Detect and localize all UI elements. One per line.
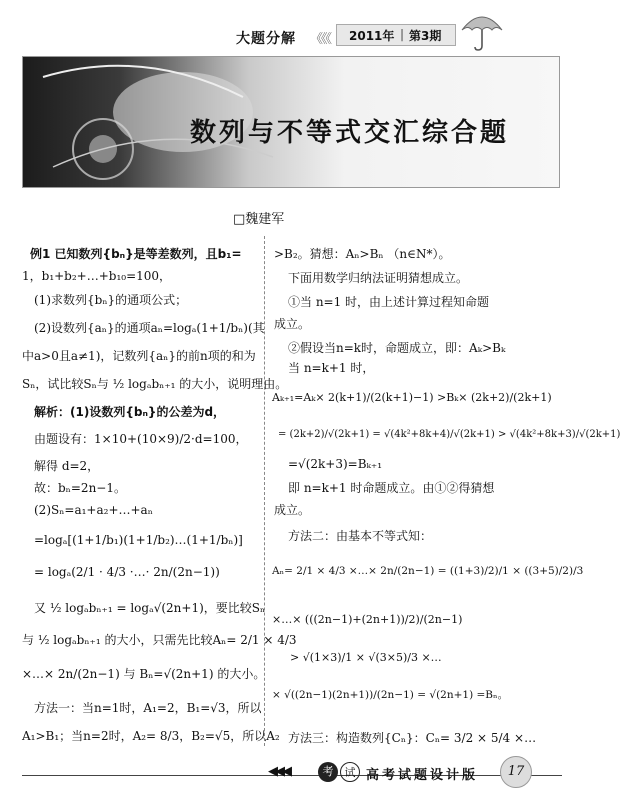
issue-separator: | [400, 27, 405, 41]
text-line: Sₙ，试比较Sₙ与 ½ logₐbₙ₊₁ 的大小，说明理由。 [22, 377, 288, 391]
equation-line: =√(2k+3)=Bₖ₊₁ [288, 457, 383, 471]
text-line: ×…× 2n/(2n−1) 与 Bₙ=√(2n+1) 的大小。 [22, 667, 266, 681]
page-number: 17 [500, 756, 532, 788]
equation-line: = (2k+2)/√(2k+1) = √(4k²+8k+4)/√(2k+1) > √(4k²+8k+3)/√(2k+1) [278, 429, 620, 440]
header-arrows-icon: 《《《 [310, 32, 331, 47]
text-line: 即 n=k+1 时命题成立。由①②得猜想 [288, 481, 495, 495]
text-line: 方法二：由基本不等式知： [288, 529, 433, 543]
text-line: 1，b₁+b₂+…+b₁₀=100， [22, 269, 172, 283]
equation-line: = logₐ(2/1 · 4/3 ·…· 2n/(2n−1)) [34, 565, 220, 579]
equation-line: ×…× (((2n−1)+(2n+1))/2)/(2n−1) [272, 613, 463, 626]
equation-line: × √((2n−1)(2n+1))/(2n−1) = √(2n+1) =Bₙ。 [272, 689, 509, 701]
footer-arrows-icon: ◀◀◀ [268, 764, 289, 779]
text-line: (1)求数列{bₙ}的通项公式； [34, 293, 188, 307]
text-line: A₁>B₁；当n=2时，A₂= 8/3，B₂=√5，所以A₂ [22, 729, 280, 743]
text-line: 解得 d=2， [34, 459, 100, 473]
umbrella-icon [458, 8, 506, 52]
equation-line: > √(1×3)/1 × √(3×5)/3 ×… [290, 651, 442, 664]
issue-year: 2011年 [349, 29, 395, 43]
text-line: >B₂。猜想：Aₙ>Bₙ （n∈N*）。 [274, 247, 451, 261]
text-line: 下面用数学归纳法证明猜想成立。 [288, 271, 469, 285]
footer-rule [22, 775, 562, 776]
equation-line: Aₙ= 2/1 × 4/3 ×…× 2n/(2n−1) = ((1+3)/2)/1 × ((3+5)/2)/3 [272, 565, 584, 577]
text-line: 方法一：当n=1时，A₁=2，B₁=√3，所以 [34, 701, 262, 715]
text-line: ②假设当n=k时，命题成立，即：Aₖ>Bₖ [288, 341, 506, 355]
text-line: 成立。 [274, 503, 311, 517]
example-line: 例1 已知数列{bₙ}是等差数列，且b₁= [30, 247, 242, 261]
article-title: 数列与不等式交汇综合题 [190, 118, 510, 148]
equation-line: Aₖ₊₁=Aₖ× 2(k+1)/(2(k+1)−1) >Bₖ× (2k+2)/(2k+1) [272, 391, 552, 404]
text-line: 故：bₙ=2n−1。 [34, 481, 126, 495]
text-line: ①当 n=1 时，由上述计算过程知命题 [288, 295, 490, 309]
issue-number: 第3期 [409, 29, 442, 43]
footer-edition: 高考试题设计版 [366, 768, 479, 783]
footer-logo-kao: 考 [318, 762, 338, 782]
text-line: 当 n=k+1 时， [288, 361, 375, 375]
author-name: □魏建军 [233, 212, 285, 227]
equation-line: =logₐ[(1+1/b₁)(1+1/b₂)…(1+1/bₙ)] [34, 533, 243, 547]
text-line: 又 ½ logₐbₙ₊₁ = logₐ√(2n+1)，要比较Sₙ [34, 601, 266, 615]
analysis-line: 解析：(1)设数列{bₙ}的公差为d， [34, 405, 226, 419]
footer-logo-shi: 试 [340, 762, 360, 782]
text-line: (2)设数列{aₙ}的通项aₙ=logₐ(1+1/bₙ)(其 [34, 321, 265, 335]
text-line: 中a>0且a≠1)，记数列{aₙ}的前n项的和为 [22, 349, 256, 363]
column-divider [264, 236, 265, 746]
text-line: 成立。 [274, 317, 311, 331]
text-line: 方法三：构造数列{Cₙ}：Cₙ= 3/2 × 5/4 ×… [288, 731, 537, 745]
equation-line: 由题设有：1×10+(10×9)/2·d=100， [34, 432, 248, 446]
text-line: 与 ½ logₐbₙ₊₁ 的大小，只需先比较Aₙ= 2/1 × 4/3 [22, 633, 297, 647]
column-name: 大题分解 [236, 31, 296, 47]
equation-line: (2)Sₙ=a₁+a₂+…+aₙ [34, 503, 153, 517]
